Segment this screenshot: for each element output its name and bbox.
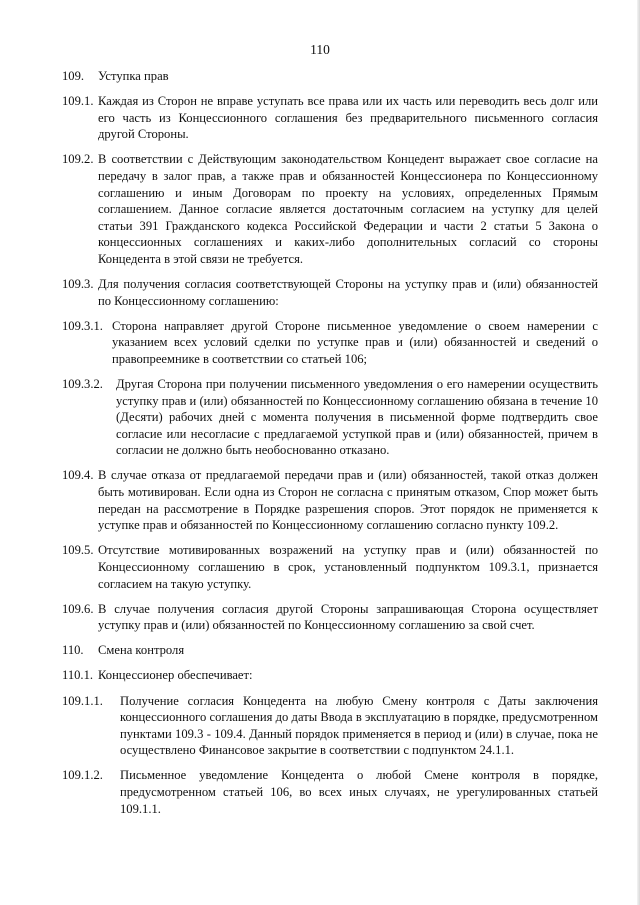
clause-number: 109.5. <box>62 543 94 558</box>
clause-text: В соответствии с Действующим законодательством Концедент выражает свое согласие на передачу в залог прав, а также прав и обязанностей Концессионера по Концессионному соглашению и иным Договорам по проекту на условиях, определенных Прямым соглашением. Данное согласие является достаточным согласием на уступку для целей статьи 391 Гражданского кодекса Российской Федерации и части 2 статьи 5 Закона о концессионных соглашениях и каких-либо дополнительных согласий со стороны Концедента в этой связи не требуется. <box>98 152 598 266</box>
clause-number: 109.1.2. <box>62 768 103 783</box>
clause-text: Письменное уведомление Концедента о любой Смене контроля в порядке, предусмотренном статьей 106, во всех иных случаях, не урегулированных статьей 109.1.1. <box>120 768 598 816</box>
clause-text: В случае получения согласия другой Стороны запрашивающая Сторона осуществляет уступку прав и (или) обязанностей по Концессионному соглашению за свой счет. <box>98 601 598 633</box>
clause-109-3 <box>62 276 598 309</box>
section-heading-110 <box>62 642 598 659</box>
clause-109-6 <box>62 601 598 634</box>
clause-109-2 <box>62 151 598 267</box>
clause-109-1-2 <box>62 767 598 817</box>
clause-text: Каждая из Сторон не вправе уступать все права или их часть или переводить весь долг или его часть из Концессионного соглашения без предварительного письменного согласия другой Стороны. <box>98 94 598 142</box>
clause-text: Другая Сторона при получении письменного уведомления о его намерении осуществить уступку прав и (или) обязанностей по Концессионному соглашению обязана в течение 10 (Десяти) рабочих дней с момента получения в письменной форме подтвердить свое согласие или несогласие с предлагаемой уступкой прав и (или) обязанностей, причем в согласии не должно быть необоснованно отказано. <box>116 377 598 458</box>
clause-number: 110.1. <box>62 668 94 683</box>
section-title: Смена контроля <box>98 643 185 658</box>
clause-number: 109.2. <box>62 152 94 167</box>
clause-number: 109.1. <box>62 94 94 109</box>
clause-number: 109.3. <box>62 277 94 292</box>
clause-number: 109.3.1. <box>62 318 103 333</box>
section-heading-109 <box>62 68 598 85</box>
clause-text: Концессионер обеспечивает: <box>98 668 253 683</box>
section-number: 109. <box>62 69 85 83</box>
clause-109-4 <box>62 467 598 533</box>
clause-109-3-2 <box>62 376 598 459</box>
clause-text: Отсутствие мотивированных возражений на уступку прав и (или) обязанностей по Концессионному соглашению в срок, установленный подпунктом 109.3.1, признается согласием на такую уступку. <box>98 543 598 591</box>
clause-number: 109.4. <box>62 468 94 483</box>
clause-109-1 <box>62 93 598 143</box>
clause-text: Получение согласия Концедента на любую Смену контроля с Даты заключения концессионного соглашения до даты Ввода в эксплуатацию в порядке, предусмотренном пунктами 109.3 - 109.4. Данный порядок применяется в период и (или) в случае, пока не осуществлено Финансовое закрытие в соответствии с подпунктом 24.1.1. <box>120 693 598 758</box>
clause-number: 109.1.1. <box>62 693 103 708</box>
section-number: 110. <box>62 643 84 658</box>
clause-number: 109.3.2. <box>62 377 103 391</box>
clause-text: В случае отказа от предлагаемой передачи прав и (или) обязанностей, такой отказ должен быть мотивирован. Если одна из Сторон не согласна с принятым отказом, Спор может быть передан на рассмотрение в Порядке разрешения споров. Этот порядок не применяется к уступке прав и обязанностей по Концессионному соглашению согласно пункту 109.2. <box>98 468 598 533</box>
clause-text: Сторона направляет другой Стороне письменное уведомление о своем намерении с указанием всех условий сделки по уступке прав и (или) обязанностей и сведений о правопреемнике в соответствии со статьей 106; <box>112 318 598 366</box>
document-body <box>62 68 598 826</box>
clause-109-1-1 <box>62 693 598 759</box>
clause-109-3-1 <box>62 318 598 368</box>
clause-number: 109.6. <box>62 601 94 616</box>
page-number: 110 <box>310 42 330 57</box>
section-title: Уступка прав <box>98 69 169 83</box>
clause-text: Для получения согласия соответствующей Стороны на уступку прав и (или) обязанностей по Концессионному соглашению: <box>98 277 598 308</box>
clause-109-5 <box>62 542 598 592</box>
clause-110-1 <box>62 667 598 684</box>
